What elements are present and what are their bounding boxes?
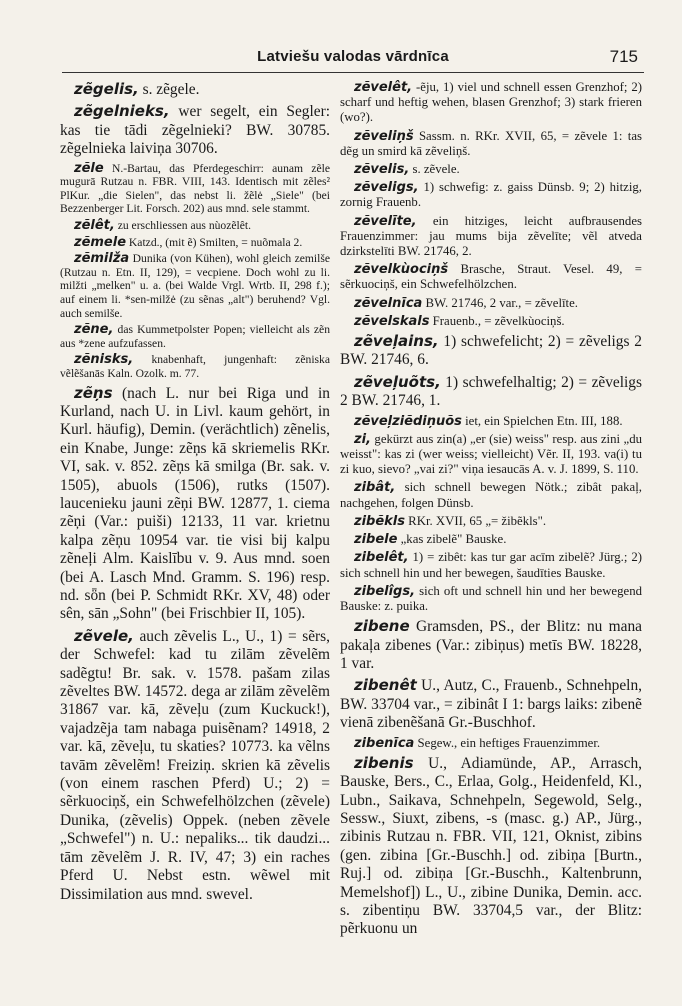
entry-headword: zẽle [74,160,104,176]
entry-definition: s. zẽgele. [138,81,200,98]
entry-definition: iet, ein Spielchen Etn. III, 188. [461,413,623,428]
dictionary-entry [340,514,642,529]
dictionary-entry [340,80,642,126]
entry-definition: RKr. XVII, 65 „= žibẽkls". [404,513,547,528]
page-header [62,44,644,73]
entry-headword: zibẽkls [354,513,405,529]
running-title: Latviešu valodas vārdnīca [257,48,449,65]
dictionary-entry [340,296,642,311]
entry-definition: Brasche, Straut. Vesel. 49, = sẽrkuociņš, ein Schwefelhölzchen. [340,262,642,292]
entry-headword: zi, [354,431,371,447]
entry-definition: Gramsden, PS., der Blitz: nu mana pakaļa zibenes (Var.: zibiņus) metīs BW. 18228, 1 var. [340,618,642,672]
entry-headword: zibelêt, [354,550,409,566]
entry-headword: zẽnisks, [74,352,134,368]
entry-headword: zẽlêt, [74,218,115,233]
entry-definition: 1) schwefig: z. gaiss Dünsb. 9; 2) hitzig, zornig Frauenb. [340,180,642,210]
entry-headword: zẽvelêt, [354,80,413,95]
page-number: 715 [609,47,638,66]
entry-definition: „kas zibelẽ" Bauske. [397,532,507,547]
entry-headword: zẽvele, [74,626,134,645]
entry-definition: Sassm. n. RKr. XVII, 65, = zẽvele 1: tas dẽg un smird kā zẽveliņš. [340,128,642,158]
entry-definition: BW. 21746, 2 var., = zẽvelīte. [422,295,578,310]
dictionary-entry [340,754,642,939]
entry-headword: zẽvelkùociņš [354,262,449,278]
entry-definition: Dunika (von Kühen), wohl gleich zemilše (Rutzau n. Etn. II, 129), = vecpiene. Doch wohl zu li. milžti „melken" u. a. (bei Walde Vrgl. Wrtb. II, 298 f.); auf einem li. *sen-milžė (zu sẽnas „alt") beruhend? Vgl. auch semilše. [60,252,330,320]
dictionary-entry [340,617,642,673]
dictionary-entry [60,80,330,99]
dictionary-entry [340,162,642,177]
dictionary-entry [340,480,642,510]
entry-definition: wer segelt, ein Segler: kas tie tādi zẽgelnieki? BW. 30785. zẽgelnieka laiviņa 30706. [60,103,330,158]
dictionary-entry [340,736,642,751]
entry-definition: Katzd., (mit ẽ) Smilten, = nuõmala 2. [126,235,303,249]
entry-headword: zẽvelis, [354,162,410,178]
entry-definition: 1) = zibêt: kas tur gar acīm zibelẽ? Jürg.; 2) sich schnell hin und her bewegen, šaudīties Bauske. [340,550,642,580]
entry-definition: gekürzt aus zin(a) „er (sie) weiss" resp. aus zini „du weisst": kas zi (wer weiss; vielleicht) Vẽr. II, 193. va(i) tu zi kuo, sievo? „vai zi?" viņa iesaucās A. v. J. 1899, S. 110. [340,431,642,477]
dictionary-entry [340,332,642,370]
entry-definition: Segew., ein heftiges Frauenzimmer. [414,735,601,750]
entry-headword: zẽvelnīca [354,295,423,311]
entry-headword: zibenis [354,753,414,772]
dictionary-entry [340,262,642,292]
entry-definition: U., Adiamünde, AP., Arrasch, Bauske, Bers., C., Erlaa, Golg., Heidenfeld, Kl., Lubn., Saikava, Schnehpeln, Segewold, Selg., Sessw., Siuxt, zibens, -s (masc. g.) AP., Jürg., zibinis Rutzau n. FBR. VII, 121, Oknist, zibins (gen. zibina [Gr.-Buschh.] od. zibiņa [Burtn., Ruj.] od. zibiņa [Gr.-Buschh., Kaltenbrunn, Memelshof]) L., U., zibine Dunika, Demin. acc. s. zibentiņu BW. 33704,5 var., der Blitz: pẽrkuonu un [340,754,642,938]
dictionary-entry [340,373,642,411]
entry-definition: (nach L. nur bei Riga und in Kurland, nach U. in Livl. kaum gehört, in Kurl. häufig), Demin. (verächtlich) zẽnelis, ein Knabe, Junge: zẽņs kā skriemelis RKr. VI, sak. v. 852. zẽņs kā smilga (Br. sak. v. 1505), abuols (1506), rutks (1507). laucenieku jauni zẽņi BW. 12877, 1. ciema zẽņi (Var.: puiši) 12133, 11 var. krietnu kalpa zẽņu 10954 var. tie visi bij kalpu zẽneļi Alm. Kaislību v. 9. Aus mnd. soen (bei A. Lasch Mnd. Gramm. S. 196) resp. nd. sȫn (bei P. Schmidt RKr. XV, 48) oder sên, sān „Sohn" (bei Frischbier II, 105). [60,384,330,623]
right-column [340,80,642,988]
dictionary-entry [60,102,330,158]
entry-definition: 1) schwefelhaltig; 2) = zẽveligs 2 BW. 21746, 1. [340,373,642,410]
entry-definition: 1) schwefelicht; 2) = zẽveligs 2 BW. 21746, 6. [340,333,642,369]
entry-headword: zẽne, [74,322,114,338]
entry-headword: zẽveļziẽdiņuõs [354,413,462,429]
dictionary-entry [340,432,642,478]
dictionary-entry [60,384,330,624]
dictionary-entry [60,162,330,216]
dictionary-entry [340,180,642,210]
entry-definition: sich schnell bewegen Nötk.; zibât pakaļ, nachgehen, folgen Dünsb. [340,480,642,510]
entry-definition: sich oft und schnell hin und her bewegend Bauske: z. puika. [340,583,642,613]
dictionary-entry [60,236,330,250]
entry-headword: zẽveļains, [354,332,439,351]
entry-headword: zẽveligs, [354,180,419,196]
dictionary-entry [60,219,330,233]
entry-definition: -ẽju, 1) viel und schnell essen Grenzhof; 2) scharf und heftig wehen, blasen Grenzhof; 3) stark frieren (wo?). [340,80,642,125]
entry-headword: zibât, [354,480,396,496]
dictionary-entry [340,550,642,580]
entry-headword: zẽgelnieks, [74,102,170,121]
entry-definition: zu erschliessen aus nùozẽlêt. [114,219,251,232]
entry-definition: das Kummetpolster Popen; vielleicht als zẽn aus *zene aufzufassen. [60,323,330,350]
dictionary-entry [340,676,642,732]
entry-headword: zibele [354,532,398,548]
entry-headword: zẽmele [74,234,127,250]
entry-headword: zẽņs [74,383,113,402]
dictionary-entry [60,353,330,380]
entry-headword: zibelîgs, [354,583,416,599]
dictionary-entry [340,584,642,614]
entry-headword: zẽveliņš [354,128,414,144]
entry-definition: N.-Bartau, das Pferdegeschirr: aunam zẽle mugurā Rutzau n. FBR. VIII, 143. Identisch mit zẽles² PlKur. „die Sielen", das nebst li. žẽlė „Siele" (bei Bezzenberger Lit. Forsch. 202) aus mnd. sele stammt. [60,161,330,216]
dictionary-entry [60,323,330,350]
entry-headword: zẽveļuõts, [354,372,441,391]
entry-headword: zibenêt [354,676,417,695]
dictionary-entry [340,129,642,159]
entry-headword: zẽvelskals [354,313,430,329]
dictionary-entry [60,252,330,320]
dictionary-entry [340,214,642,260]
entry-definition: auch zẽvelis L., U., 1) = sẽrs, der Schwefel: kad tu zilām zẽvelẽm sadẽgtu! Br. sak. v. 1578. pašam zilas zẽveltes BW. 14572. dega ar zilām zẽvelẽm 31867 var. kā, zẽveļu (zum Kuckuck!), vajadzẽja tam nabaga puisẽnam? 14918, 2 var. kā, zẽveļu, tu skaties? 10773. ka vẽlns tavām zẽvelẽm! Freiziņ. skrien kā zẽvelis (von einem raschen Pferd) U.; 2) = sẽrkuociņš, ein Schwefelhölzchen (zẽvele) Dunika, (zẽvelis) Oppek. (neben zẽvele „Schwefel") n. U.: nepaliks... tik daudzi... tām zẽvelẽm J. R. IV, 47; 3) ein raches Pferd U. Nebst estn. wẽwel mit Dissimilation aus mnd. swevel. [60,627,330,903]
entry-definition: ein hitziges, leicht aufbrausendes Frauenzimmer: jau mums bija zẽvelīte; vẽl atveda dzirkstelīti BW. 21746, 2. [340,213,642,259]
dictionary-entry [340,414,642,429]
dictionary-entry [340,532,642,547]
entry-headword: zibenīca [354,735,415,751]
dictionary-entry [60,627,330,904]
entry-headword: zẽmilža [74,251,130,267]
dictionary-entry [340,314,642,329]
entry-definition: knabenhaft, jungenhaft: zẽniska vẽlẽšanās Kaln. Ozolk. m. 77. [60,353,330,380]
entry-headword: zẽvelīte, [354,213,417,229]
entry-headword: zibene [354,617,410,636]
entry-headword: zẽgelis, [74,80,139,98]
entry-definition: s. zẽvele. [409,162,460,177]
entry-definition: U., Autz, C., Frauenb., Schnehpeln, BW. 33704 var., = zibinât I 1: bargs laiks: zibenẽ vienā zibenẽšanā Gr.-Buschhof. [340,677,642,732]
entry-definition: Frauenb., = zẽvelkùociņš. [429,313,565,328]
left-column [60,80,330,988]
